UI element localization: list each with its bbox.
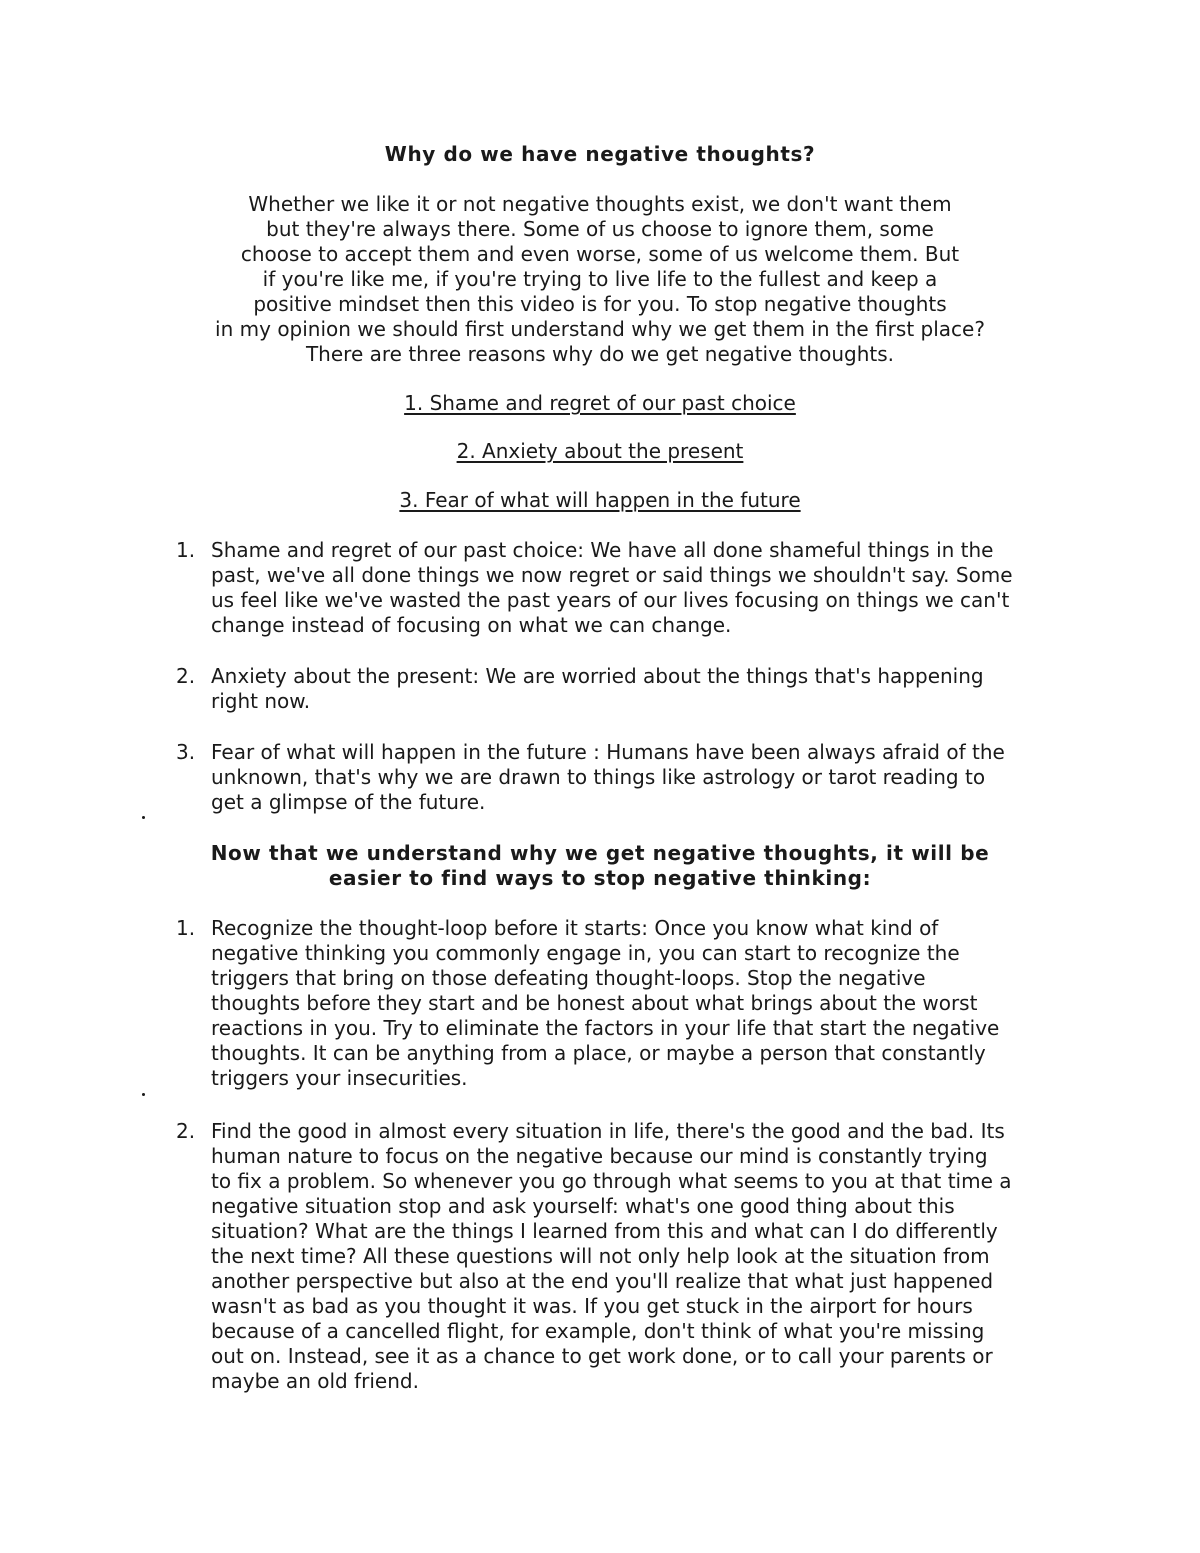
text-line: Anxiety about the present: We are worried about the things that's happening (211, 664, 984, 688)
reason-heading (0, 439, 1200, 464)
text-line: thoughts. It can be anything from a place, or maybe a person that constantly (211, 1041, 986, 1065)
subheading-line: easier to find ways to stop negative thinking: (328, 866, 872, 890)
stray-dot-mark (142, 816, 145, 819)
text-line: human nature to focus on the negative because our mind is constantly trying (211, 1144, 988, 1168)
text-line: past, we've all done things we now regret or said things we shouldn't say. Some (211, 563, 1013, 587)
text-line: unknown, that's why we are drawn to things like astrology or tarot reading to (211, 765, 986, 789)
intro-line: There are three reasons why do we get negative thoughts. (305, 342, 895, 366)
text-line: situation? What are the things I learned from this and what can I do differently (211, 1219, 998, 1243)
text-line: right now. (211, 689, 311, 713)
reason-heading-text: 1. Shame and regret of our past choice (404, 391, 796, 415)
intro-paragraph (0, 192, 1200, 367)
intro-line: but they're always there. Some of us choose to ignore them, some (266, 217, 934, 241)
text-line: Fear of what will happen in the future : Humans have been always afraid of the (211, 740, 1005, 764)
list-number: 1. (176, 916, 196, 940)
text-line: the next time? All these questions will not only help look at the situation from (211, 1244, 990, 1268)
text-line: change instead of focusing on what we can change. (211, 613, 732, 637)
reason-heading (0, 488, 1200, 513)
text-line: maybe an old friend. (211, 1369, 419, 1393)
text-line: because of a cancelled flight, for example, don't think of what you're missing (211, 1319, 985, 1343)
reason-heading (0, 391, 1200, 416)
text-line: reactions in you. Try to eliminate the factors in your life that start the negative (211, 1016, 1000, 1040)
text-line: to fix a problem. So whenever you go through what seems to you at that time a (211, 1169, 1012, 1193)
intro-line: choose to accept them and even worse, some of us welcome them. But (240, 242, 960, 266)
list-item-text (211, 740, 1005, 815)
text-line: get a glimpse of the future. (211, 790, 486, 814)
list-item-text (211, 1119, 1012, 1394)
intro-line: if you're like me, if you're trying to live life to the fullest and keep a (262, 267, 938, 291)
text-line: thoughts before they start and be honest about what brings about the worst (211, 991, 978, 1015)
intro-line: in my opinion we should first understand why we get them in the first place? (215, 317, 985, 341)
list-number: 2. (176, 1119, 196, 1143)
intro-line: positive mindset then this video is for you. To stop negative thoughts (253, 292, 947, 316)
text-line: Shame and regret of our past choice: We have all done shameful things in the (211, 538, 994, 562)
text-line: Find the good in almost every situation in life, there's the good and the bad. Its (211, 1119, 1005, 1143)
list-item-text (211, 916, 999, 1091)
list-item-text (211, 538, 1013, 638)
intro-line: Whether we like it or not negative thoughts exist, we don't want them (248, 192, 952, 216)
text-line: us feel like we've wasted the past years of our lives focusing on things we can't (211, 588, 1010, 612)
section-subheading (0, 841, 1200, 891)
reason-heading-text: 2. Anxiety about the present (456, 439, 744, 463)
subheading-line: Now that we understand why we get negative thoughts, it will be (210, 841, 990, 865)
text-line: out on. Instead, see it as a chance to get work done, or to call your parents or (211, 1344, 993, 1368)
text-line: triggers that bring on those defeating thought-loops. Stop the negative (211, 966, 926, 990)
list-number: 2. (176, 664, 196, 688)
list-number: 3. (176, 740, 196, 764)
document-title: Why do we have negative thoughts? (384, 142, 816, 166)
text-line: Recognize the thought-loop before it starts: Once you know what kind of (211, 916, 939, 940)
stray-dot-mark (142, 1093, 145, 1096)
text-line: wasn't as bad as you thought it was. If you get stuck in the airport for hours (211, 1294, 973, 1318)
text-line: negative thinking you commonly engage in, you can start to recognize the (211, 941, 960, 965)
reason-heading-text: 3. Fear of what will happen in the future (399, 488, 801, 512)
text-line: triggers your insecurities. (211, 1066, 468, 1090)
list-item-text (211, 664, 984, 714)
text-line: negative situation stop and ask yourself: what's one good thing about this (211, 1194, 955, 1218)
list-number: 1. (176, 538, 196, 562)
text-line: another perspective but also at the end you'll realize that what just happened (211, 1269, 994, 1293)
